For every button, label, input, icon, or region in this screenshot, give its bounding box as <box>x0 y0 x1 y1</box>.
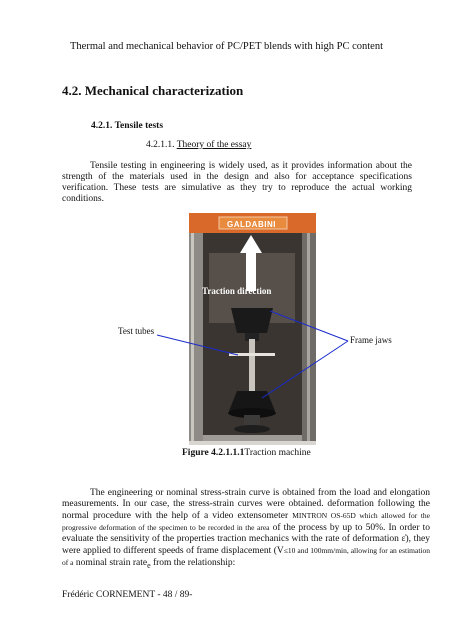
paragraph2-line5: nominal strain rate <box>75 558 148 568</box>
page-footer: Frédéric CORNEMENT - 48 / 89- <box>62 590 193 600</box>
paragraph2-line2: MINTRON OS-65D which allowed for the progressive deformation of the specimen to be recorded in the area <box>62 511 431 532</box>
traction-direction-label: Traction direction <box>202 286 272 296</box>
frame-jaws-label: Frame jaws <box>350 335 392 345</box>
machine-brand-label: GALDABINI <box>227 220 276 229</box>
running-header: Thermal and mechanical behavior of PC/PET blends with high PC content <box>70 41 383 52</box>
paragraph-stress-strain <box>62 488 430 571</box>
paragraph2-line5-sub: e <box>147 560 151 570</box>
paragraph2-line4-small: ≤10 and 100mm/min, allowing for an estimation of a <box>62 546 431 567</box>
paragraph-intro: Tensile testing in engineering is widely used, as it provides information about the strength of the materials used in the design and also for acceptance specifications verification. These tests are simulative as they try to reproduce the actual working conditions. <box>62 161 412 204</box>
subsubsection-title: Theory of the essay <box>176 140 252 150</box>
paragraph2-line1: The engineering or nominal stress-strain curve is obtained from the load and elongation measurements. In our case, the stress-strain curves were obtained. deformation following the normal procedure with the help of a video extensometer <box>62 488 430 521</box>
strain-rate-symbol: ε̇ <box>401 534 406 544</box>
figure-caption-text: Traction machine <box>244 448 311 458</box>
figure-caption-number: Figure 4.2.1.1.1 <box>182 448 245 458</box>
paragraph2-line5-end: from the relationship: <box>150 558 236 568</box>
paragraph2-line3: of the process by up to 50%. In order to evaluate the sensitivity of the properties traction mechanics with the rate of deformation <box>62 523 430 544</box>
paragraph2-line4: ), they were applied to different speeds of frame displacement (V <box>62 534 430 556</box>
test-tubes-label: Test tubes <box>118 326 155 336</box>
subsubsection-number: 4.2.1.1. <box>146 140 175 150</box>
figure-caption <box>182 448 311 458</box>
subsection-title: 4.2.1. Tensile tests <box>91 121 164 131</box>
section-title: 4.2. Mechanical characterization <box>62 83 244 98</box>
